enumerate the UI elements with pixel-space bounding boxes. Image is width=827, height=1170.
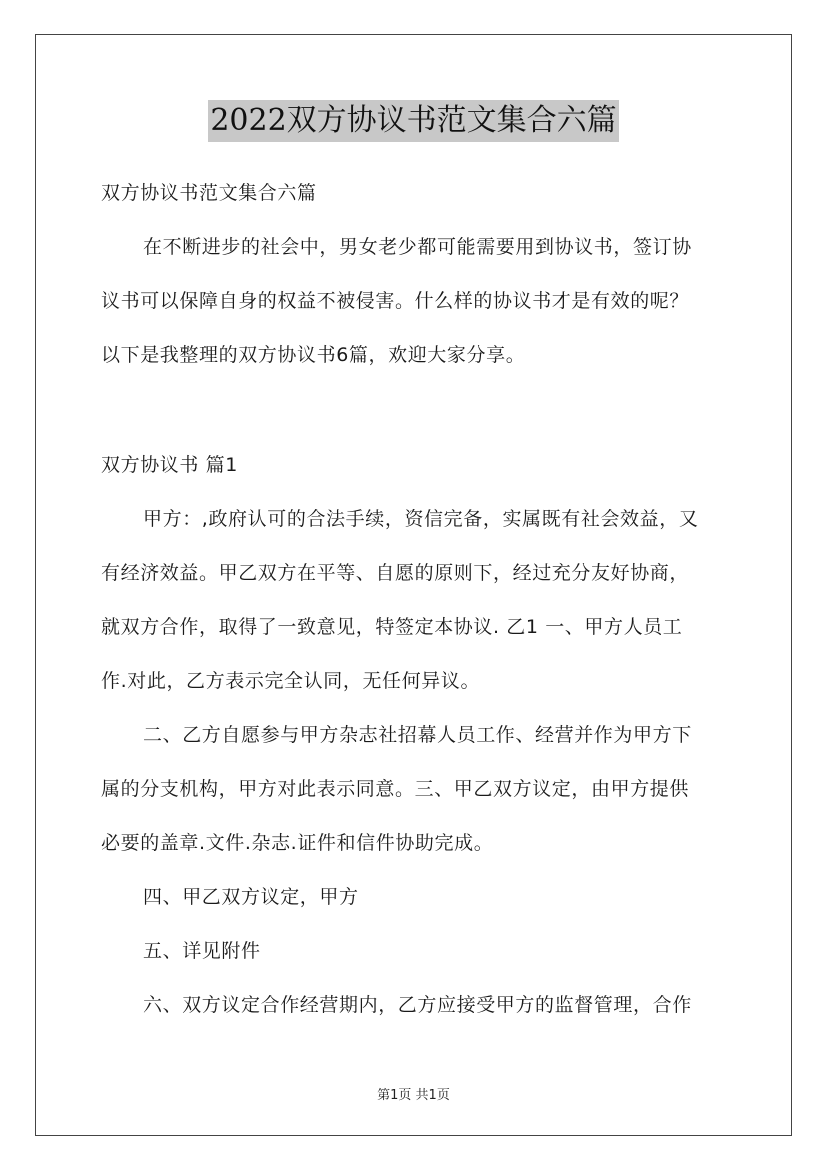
section-heading: 双方协议书 篇1	[101, 454, 238, 476]
paragraph-line: 甲方：,政府认可的合法手续，资信完备，实属既有社会效益，又	[143, 508, 699, 530]
paragraph-line: 作.对此，乙方表示完全认同，无任何异议。	[101, 670, 481, 692]
page-number: 第1页 共1页	[377, 1088, 450, 1103]
paragraph-line: 议书可以保障自身的权益不被侵害。什么样的协议书才是有效的呢？	[101, 290, 690, 312]
document-title: 2022双方协议书范文集合六篇	[208, 100, 618, 142]
paragraph-line: 四、甲乙双方议定，甲方	[143, 886, 359, 908]
paragraph-line: 以下是我整理的双方协议书6篇，欢迎大家分享。	[101, 344, 526, 366]
page-footer	[0, 1084, 827, 1103]
paragraph-line: 有经济效益。甲乙双方在平等、自愿的原则下，经过充分友好协商，	[101, 562, 690, 584]
paragraph-line: 必要的盖章.文件.杂志.证件和信件协助完成。	[101, 832, 494, 854]
paragraph-line: 五、详见附件	[143, 940, 261, 962]
section-heading: 双方协议书范文集合六篇	[101, 182, 317, 204]
title-container	[0, 100, 827, 142]
paragraph-line: 二、乙方自愿参与甲方杂志社招幕人员工作、经营并作为甲方下	[143, 724, 692, 746]
paragraph-line: 就双方合作，取得了一致意见，特签定本协议. 乙1 一、甲方人员工	[101, 616, 683, 638]
paragraph-line: 在不断进步的社会中，男女老少都可能需要用到协议书，签订协	[143, 236, 692, 258]
paragraph-line: 六、双方议定合作经营期内，乙方应接受甲方的监督管理，合作	[143, 994, 692, 1016]
paragraph-line: 属的分支机构，甲方对此表示同意。三、甲乙双方议定，由甲方提供	[101, 778, 690, 800]
